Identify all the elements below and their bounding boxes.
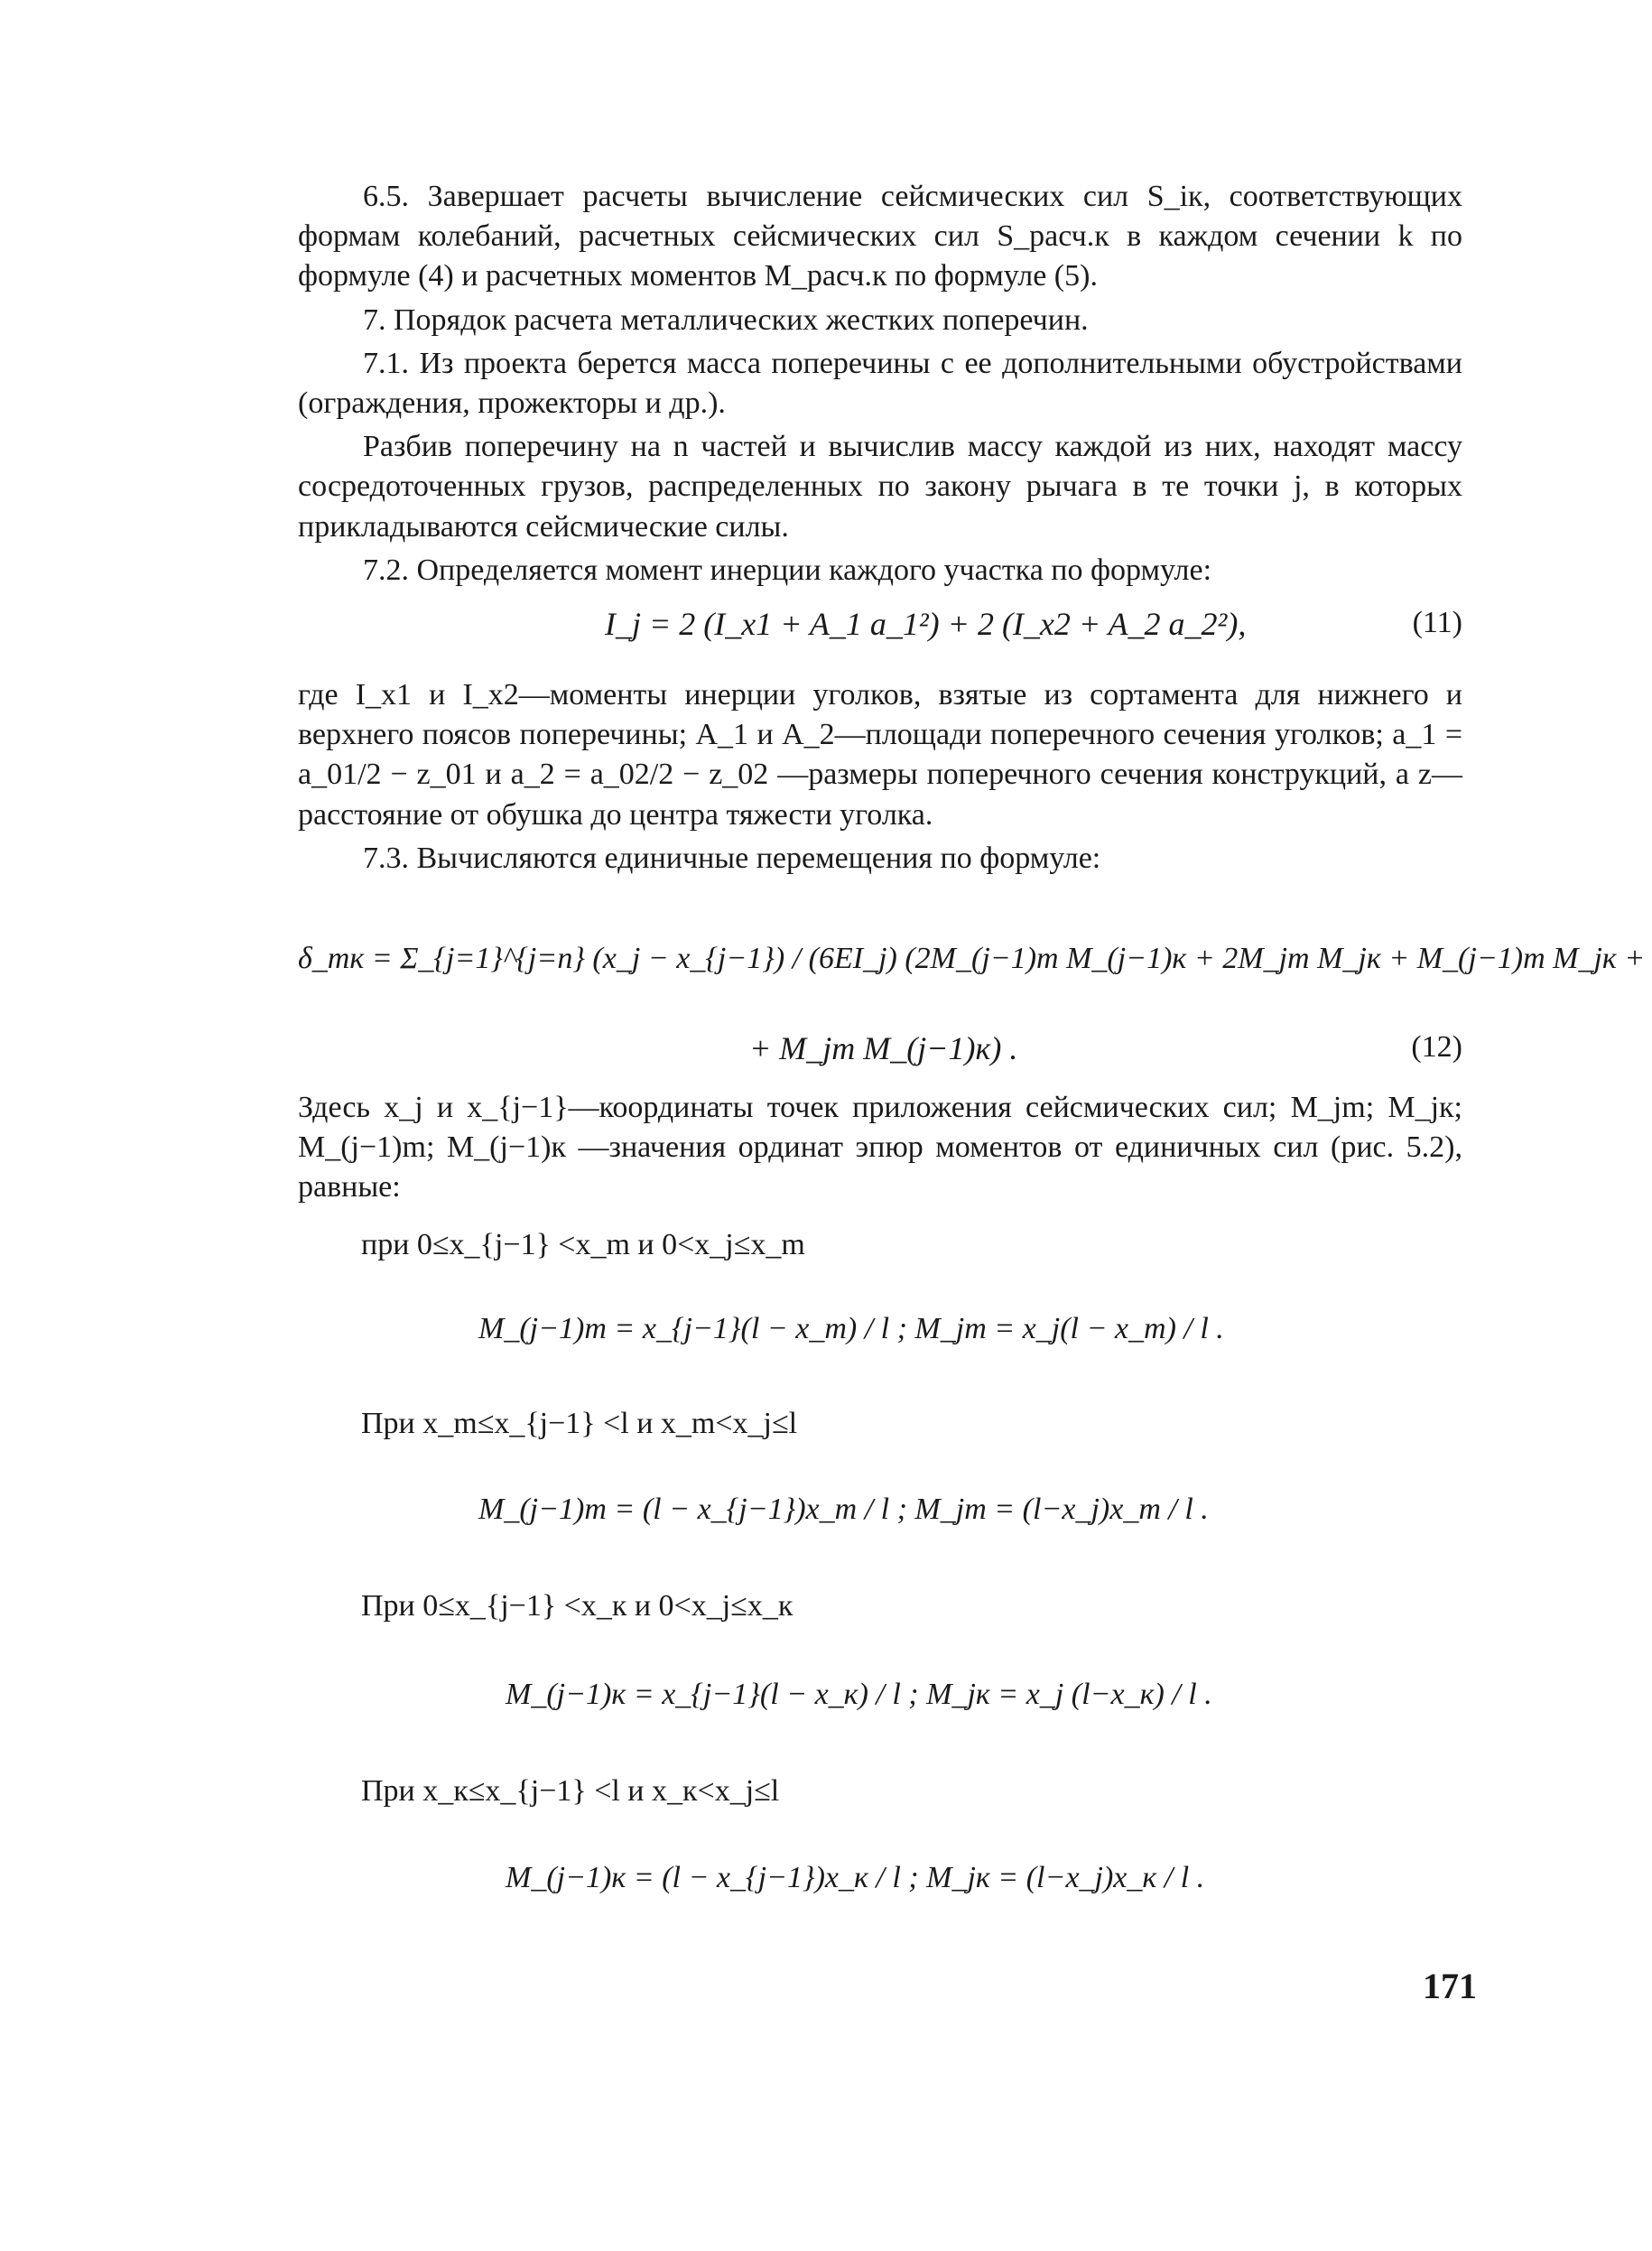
paragraph-7-3: 7.3. Вычисляются единичные перемещения по формуле: [363,841,1101,875]
paragraph-7-1: 7.1. Из проекта берется масса поперечины с ее дополнительными обустройствами (ограждения, прожекторы и др.). [298,346,1462,420]
equation-12-number: (12) [1411,1030,1462,1064]
case-3-formula: M_(j−1)к = x_{j−1}(l − x_к) / l ; M_jк = x_j (l−x_к) / l . [506,1678,1212,1711]
case-1-formula: M_(j−1)m = x_{j−1}(l − x_m) / l ; M_jm = x_j(l − x_m) / l . [478,1312,1224,1345]
equation-11 [298,603,1462,657]
case-4-formula: M_(j−1)к = (l − x_{j−1})x_к / l ; M_jк = (l−x_j)x_к / l . [506,1861,1205,1894]
paragraph-7-2: 7.2. Определяется момент инерции каждого участка по формуле: [363,553,1212,587]
equation-11-number: (11) [1412,606,1462,639]
case-2-formula: M_(j−1)m = (l − x_{j−1})x_m / l ; M_jm = (l−x_j)x_m / l . [478,1493,1209,1526]
top-text-block [298,177,1462,591]
equation-12 [298,1028,1462,1082]
case-3-condition: При 0≤x_{j−1} <x_к и 0<x_j≤x_к [361,1589,794,1623]
paragraph-here: Здесь x_j и x_{j−1}—координаты точек приложения сейсмических сил; M_jm; M_jк; M_(j−1)m; M_(j−1)к —значения ординат эпюр моментов от единичных сил (рис. 5.2), равные: [298,1091,1462,1205]
paragraph-where: где I_x1 и I_x2—моменты инерции уголков, взятые из сортамента для нижнего и верхнего поясов поперечины; A_1 и A_2—площади поперечного сечения уголков; a_1 = a_01/2 − z_01 и a_2 = a_02/2 − z_02 —размеры поперечного сечения конструкций, а z—расстояние от обушка до центра тяжести уголка. [298,678,1462,832]
where-block [298,675,1462,879]
paragraph-n-parts: Разбив поперечину на n частей и вычислив массу каждой из них, находят массу сосредоточенных грузов, распределенных по закону рычага в те точки j, в которых прикладываются сейсмические силы. [298,430,1462,544]
equation-11-text: I_j = 2 (I_x1 + A_1 a_1²) + 2 (I_x2 + A_2 a_2²), [605,606,1247,642]
equation-12-line1: δ_mк = Σ_{j=1}^{j=n} (x_j − x_{j−1}) / (6EI_j) (2M_(j−1)m M_(j−1)к + 2M_jm M_jк + M_(j−1)m M_jк + [298,942,1646,975]
case-1-condition: при 0≤x_{j−1} <x_m и 0<x_j≤x_m [361,1228,805,1261]
page-number: 171 [1423,1966,1477,2006]
case-4-condition: При x_к≤x_{j−1} <l и x_к<x_j≤l [361,1774,780,1808]
case-2-condition: При x_m≤x_{j−1} <l и x_m<x_j≤l [361,1407,798,1440]
here-block [298,1088,1462,1208]
paragraph-6-5: 6.5. Завершает расчеты вычисление сейсмических сил S_iк, соответствующих формам колебаний, расчетных сейсмических сил S_расч.к в каждом сечении k по формуле (4) и расчетных моментов M_расч.к по формуле (5). [298,180,1462,293]
heading-7: 7. Порядок расчета металлических жестких поперечин. [363,302,1089,337]
equation-12-line2: + M_jm M_(j−1)к) . [749,1030,1018,1066]
